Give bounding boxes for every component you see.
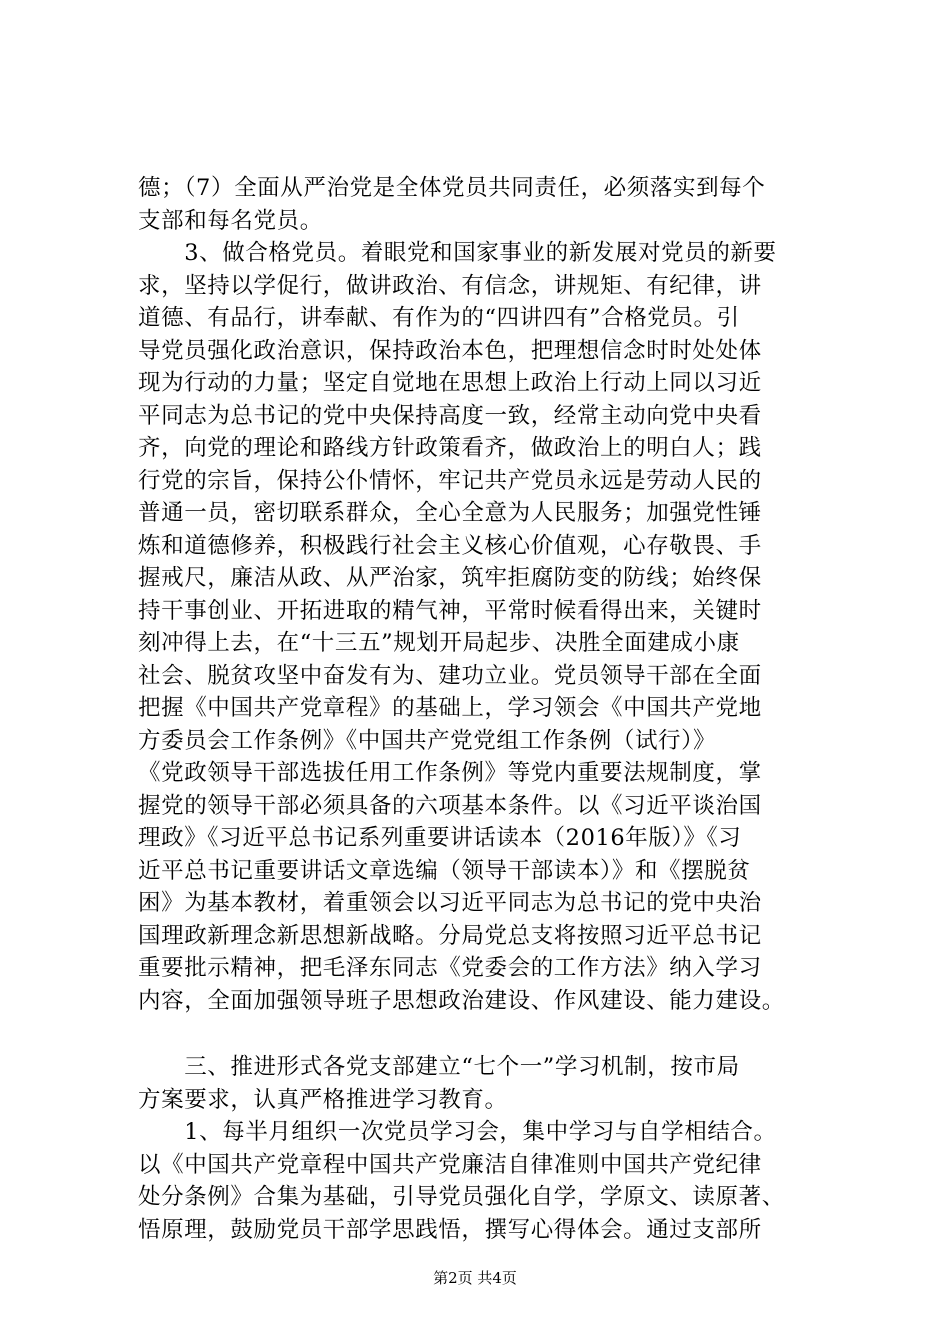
text-line: 方委员会工作条例》《中国共产党党组工作条例（试行）》 bbox=[138, 727, 717, 754]
text-line: 刻冲得上去，在“十三五”规划开局起步、决胜全面建成小康 bbox=[138, 630, 740, 656]
text-line: 理政》《习近平总书记系列重要讲话读本（2016年版）》《习 bbox=[138, 825, 742, 851]
text-line: 国理政新理念新思想新战略。分局党总支将按照习近平总书记 bbox=[138, 922, 762, 949]
text-line: 悟原理，鼓励党员干部学思践悟，撰写心得体会。通过支部所 bbox=[138, 1216, 762, 1243]
text-line: 方案要求，认真严格推进学习教育。 bbox=[138, 1086, 508, 1113]
text-line: 导党员强化政治意识，保持政治本色，把理想信念时时处处体 bbox=[138, 337, 762, 364]
text-line: 重要批示精神，把毛泽东同志《党委会的工作方法》纳入学习 bbox=[138, 955, 762, 981]
document-body bbox=[138, 172, 838, 1246]
text-line: 道德、有品行，讲奉献、有作为的“四讲四有”合格党员。引 bbox=[138, 305, 740, 331]
text-line: 社会、脱贫攻坚中奋发有为、建功立业。党员领导干部在全面 bbox=[138, 662, 762, 689]
text-line: 握党的领导干部必须具备的六项基本条件。以《习近平谈治国 bbox=[138, 792, 762, 819]
page-number-footer: 第2页 共4页 bbox=[433, 1269, 517, 1287]
text-line: 困》为基本教材，着重领会以习近平同志为总书记的党中央治 bbox=[138, 890, 762, 916]
paragraph-gap bbox=[138, 1017, 838, 1051]
text-line: 1、每半月组织一次党员学习会，集中学习与自学相结合。 bbox=[138, 1119, 777, 1145]
text-line: 求，坚持以学促行，做讲政治、有信念，讲规矩、有纪律，讲 bbox=[138, 272, 762, 299]
text-line: 3、做合格党员。着眼党和国家事业的新发展对党员的新要 bbox=[138, 240, 777, 266]
text-line: 持干事创业、开拓进取的精气神，平常时候看得出来，关键时 bbox=[138, 597, 762, 624]
text-line: 内容，全面加强领导班子思想政治建设、作风建设、能力建设。 bbox=[138, 987, 785, 1014]
text-line: 握戒尺，廉洁从政、从严治家，筑牢拒腐防变的防线；始终保 bbox=[138, 565, 762, 591]
text-line: 近平总书记重要讲话文章选编（领导干部读本）》和《摆脱贫 bbox=[138, 857, 751, 884]
text-line: 德；（7）全面从严治党是全体党员共同责任，必须落实到每个 bbox=[138, 175, 766, 201]
text-line: 处分条例》合集为基础，引导党员强化自学，学原文、读原著、 bbox=[138, 1184, 785, 1210]
text-line: 现为行动的力量；坚定自觉地在思想上政治上行动上同以习近 bbox=[138, 370, 762, 396]
text-line: 平同志为总书记的党中央保持高度一致，经常主动向党中央看 bbox=[138, 402, 762, 429]
text-line: 行党的宗旨，保持公仆情怀，牢记共产党员永远是劳动人民的 bbox=[138, 467, 762, 494]
text-line: 把握《中国共产党章程》的基础上，学习领会《中国共产党地 bbox=[138, 695, 762, 721]
text-line: 三、推进形式各党支部建立“七个一”学习机制，按市局 bbox=[138, 1054, 740, 1080]
text-line: 以《中国共产党章程中国共产党廉洁自律准则中国共产党纪律 bbox=[138, 1151, 762, 1178]
text-line: 炼和道德修养，积极践行社会主义核心价值观，心存敬畏、手 bbox=[138, 532, 762, 559]
text-line: 齐，向党的理论和路线方针政策看齐，做政治上的明白人；践 bbox=[138, 435, 762, 461]
text-line: 支部和每名党员。 bbox=[138, 207, 323, 234]
text-line: 普通一员，密切联系群众，全心全意为人民服务；加强党性锤 bbox=[138, 500, 762, 526]
text-line: 《党政领导干部选拔任用工作条例》等党内重要法规制度，掌 bbox=[138, 760, 762, 786]
